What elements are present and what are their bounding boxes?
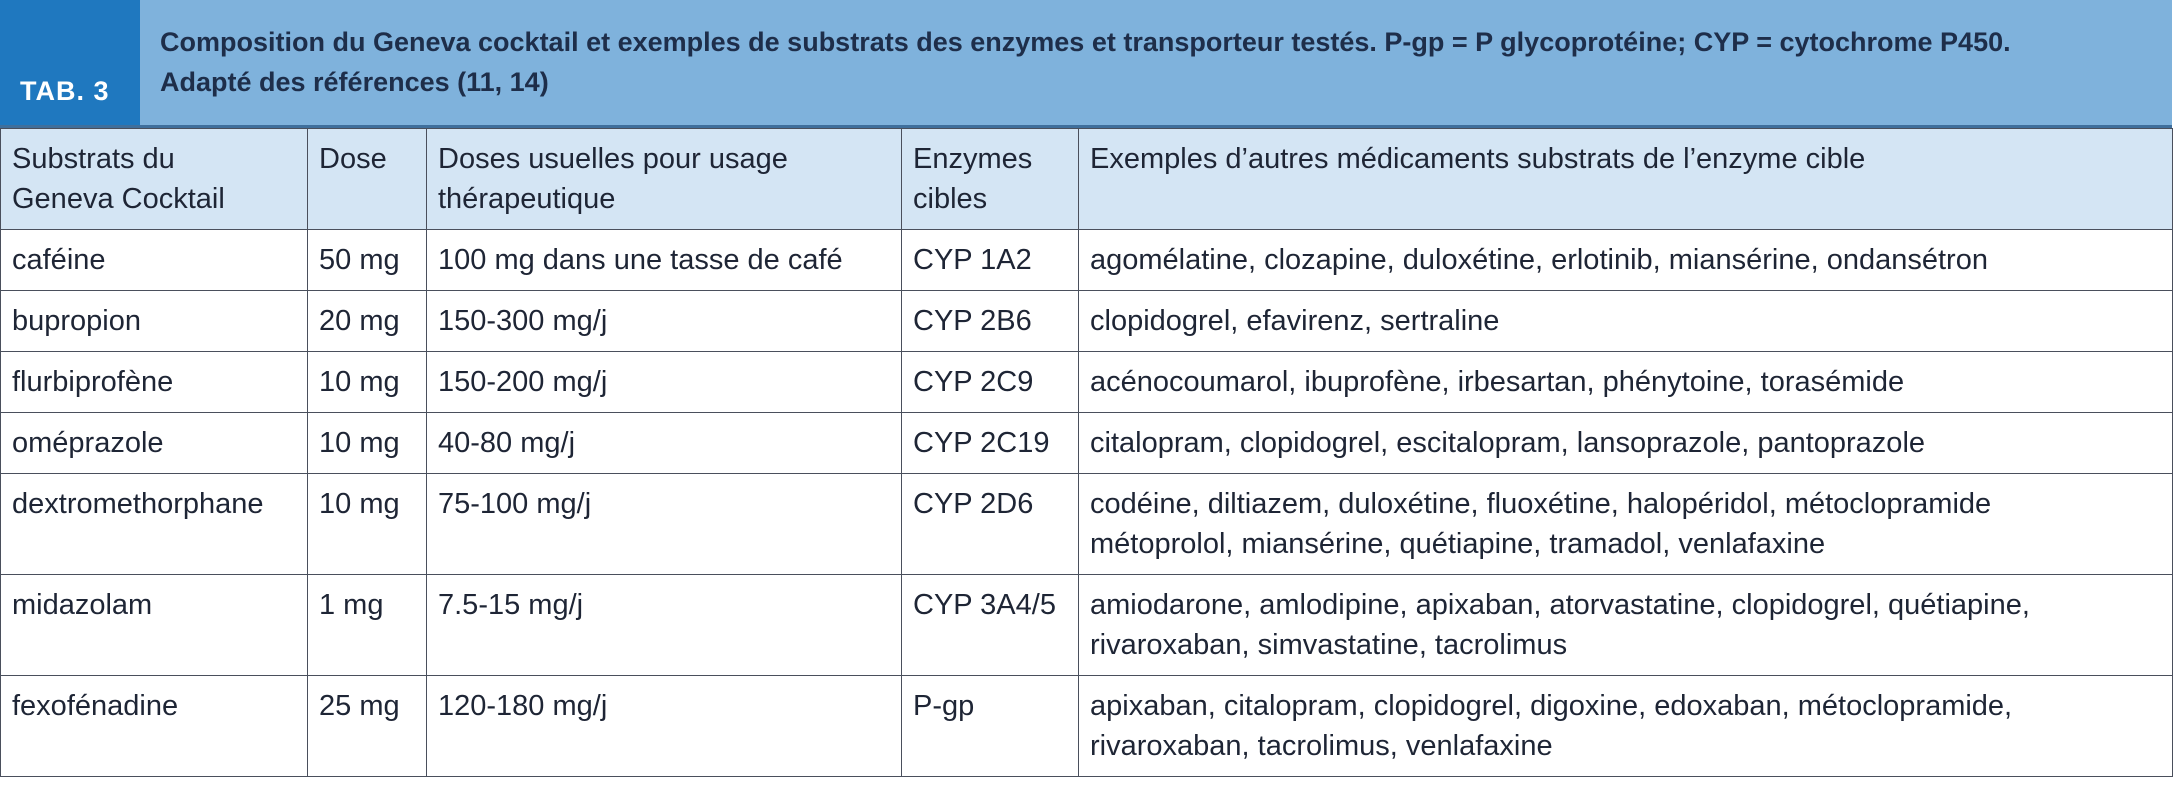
cell-examples: citalopram, clopidogrel, escitalopram, lansoprazole, pantoprazole xyxy=(1079,413,2173,474)
table-row xyxy=(1,352,2173,413)
cell-usual-dose: 40-80 mg/j xyxy=(427,413,902,474)
cell-examples: apixaban, citalopram, clopidogrel, digoxine, edoxaban, métoclopramide, rivaroxaban, tacrolimus, venlafaxine xyxy=(1079,676,2173,777)
cell-examples: clopidogrel, efavirenz, sertraline xyxy=(1079,291,2173,352)
cell-examples: acénocoumarol, ibuprofène, irbesartan, phénytoine, torasémide xyxy=(1079,352,2173,413)
cell-substrate: fexofénadine xyxy=(1,676,308,777)
cell-dose: 10 mg xyxy=(308,413,427,474)
cell-substrate: midazolam xyxy=(1,575,308,676)
table-row xyxy=(1,676,2173,777)
cell-substrate: flurbiprofène xyxy=(1,352,308,413)
cell-substrate: caféine xyxy=(1,230,308,291)
table-row xyxy=(1,575,2173,676)
cell-dose: 1 mg xyxy=(308,575,427,676)
cell-enzyme: CYP 3A4/5 xyxy=(902,575,1079,676)
header-enzyme: Enzymes cibles xyxy=(902,129,1079,230)
header-usual-dose: Doses usuelles pour usage thérapeutique xyxy=(427,129,902,230)
table-row xyxy=(1,230,2173,291)
cell-enzyme: CYP 2D6 xyxy=(902,474,1079,575)
cell-substrate: bupropion xyxy=(1,291,308,352)
header-substrate: Substrats du Geneva Cocktail xyxy=(1,129,308,230)
cell-dose: 25 mg xyxy=(308,676,427,777)
cell-dose: 50 mg xyxy=(308,230,427,291)
caption-line-2: Adapté des références (11, 14) xyxy=(160,67,549,97)
cell-usual-dose: 120-180 mg/j xyxy=(427,676,902,777)
cell-dose: 10 mg xyxy=(308,352,427,413)
cell-usual-dose: 75-100 mg/j xyxy=(427,474,902,575)
table-caption-bar xyxy=(0,0,2172,128)
cell-usual-dose: 150-200 mg/j xyxy=(427,352,902,413)
cell-usual-dose: 150-300 mg/j xyxy=(427,291,902,352)
cell-enzyme: CYP 2B6 xyxy=(902,291,1079,352)
cell-examples: agomélatine, clozapine, duloxétine, erlotinib, miansérine, ondansétron xyxy=(1079,230,2173,291)
cell-examples: amiodarone, amlodipine, apixaban, atorvastatine, clopidogrel, quétiapine, rivaroxaban, simvastatine, tacrolimus xyxy=(1079,575,2173,676)
caption-line-1: Composition du Geneva cocktail et exemples de substrats des enzymes et transporteur testés. P-gp = P glycoprotéine; CYP = cytochrome P450. xyxy=(160,27,2011,57)
cell-substrate: dextromethorphane xyxy=(1,474,308,575)
cell-enzyme: CYP 2C9 xyxy=(902,352,1079,413)
cell-enzyme: CYP 2C19 xyxy=(902,413,1079,474)
table-number-label: TAB. 3 xyxy=(0,0,140,125)
table-row xyxy=(1,413,2173,474)
header-examples: Exemples d’autres médicaments substrats de l’enzyme cible xyxy=(1079,129,2173,230)
table-header-row xyxy=(1,129,2173,230)
cell-substrate: oméprazole xyxy=(1,413,308,474)
cell-examples: codéine, diltiazem, duloxétine, fluoxétine, halopéridol, métoclopramide métoprolol, miansérine, quétiapine, tramadol, venlafaxine xyxy=(1079,474,2173,575)
cocktail-table xyxy=(0,128,2173,777)
cell-usual-dose: 7.5-15 mg/j xyxy=(427,575,902,676)
table-row xyxy=(1,474,2173,575)
cell-dose: 20 mg xyxy=(308,291,427,352)
cell-enzyme: P-gp xyxy=(902,676,1079,777)
cell-usual-dose: 100 mg dans une tasse de café xyxy=(427,230,902,291)
header-dose: Dose xyxy=(308,129,427,230)
table-row xyxy=(1,291,2173,352)
cell-dose: 10 mg xyxy=(308,474,427,575)
cell-enzyme: CYP 1A2 xyxy=(902,230,1079,291)
table-caption xyxy=(140,0,2172,125)
